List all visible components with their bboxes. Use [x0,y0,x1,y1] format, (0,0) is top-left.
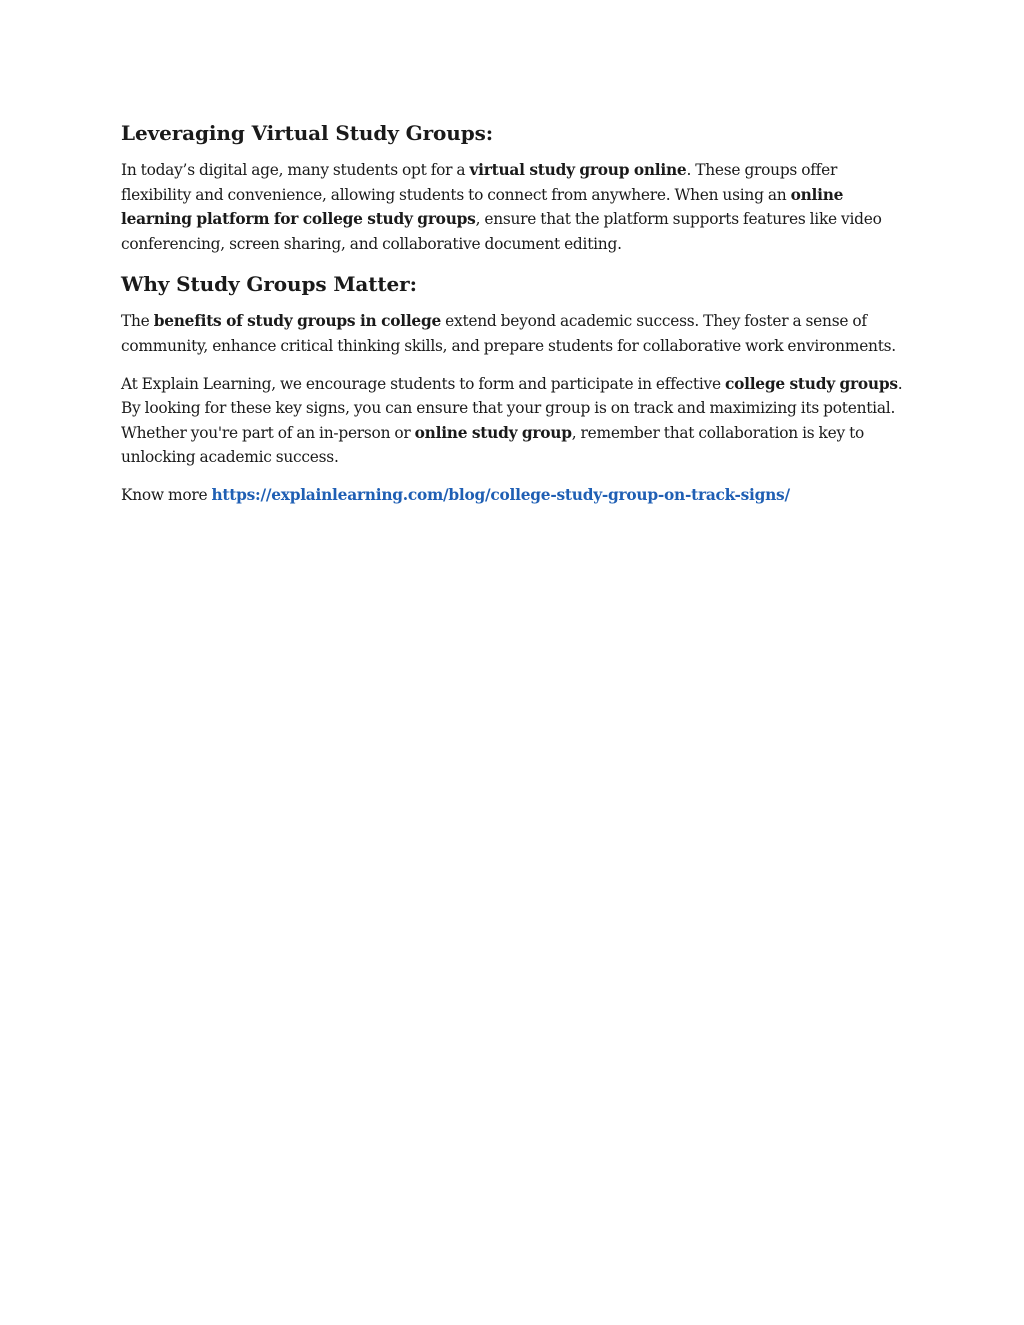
text-run: , remember that collaboration is key to unlocking academic success. [121,423,865,467]
paragraph-virtual-study-groups [121,158,911,256]
bold-phrase-benefits-of-study-groups: benefits of study groups in college [153,312,442,331]
section-heading-virtual-study-groups: Leveraging Virtual Study Groups: [121,121,494,145]
text-run: extend beyond academic success. They foster a sense of community, enhance critical thinking skills, and prepare students for collaborative work environments. [121,312,896,355]
bold-phrase-online-learning-platform: online learning platform for college study groups [121,185,844,229]
bold-phrase-college-study-groups: college study groups [724,374,898,393]
section-heading-why-study-groups-matter: Why Study Groups Matter: [121,272,417,297]
paragraph-explain-learning [121,372,911,470]
text-run: , ensure that the platform supports features like video conferencing, screen sharing, and collaborative document editing. [121,210,882,253]
paragraph-benefits [121,309,911,358]
blog-link[interactable]: https://explainlearning.com/blog/college-study-group-on-track-signs/ [211,485,790,504]
text-run: In today’s digital age, many students opt for a [121,161,470,179]
paragraph-know-more [121,483,911,508]
bold-phrase-online-study-group: online study group [414,423,572,442]
know-more-label: Know more [121,485,212,504]
text-run: The [121,312,154,331]
document-page [121,118,911,521]
text-run: . By looking for these key signs, you can ensure that your group is on track and maximizing its potential. Whether you're part of an in-person or [121,374,903,442]
bold-phrase-virtual-study-group-online: virtual study group online [469,161,687,179]
text-run: . These groups offer flexibility and convenience, allowing students to connect from anywhere. When using an [121,161,838,204]
text-run: At Explain Learning, we encourage students to form and participate in effective [121,374,725,393]
